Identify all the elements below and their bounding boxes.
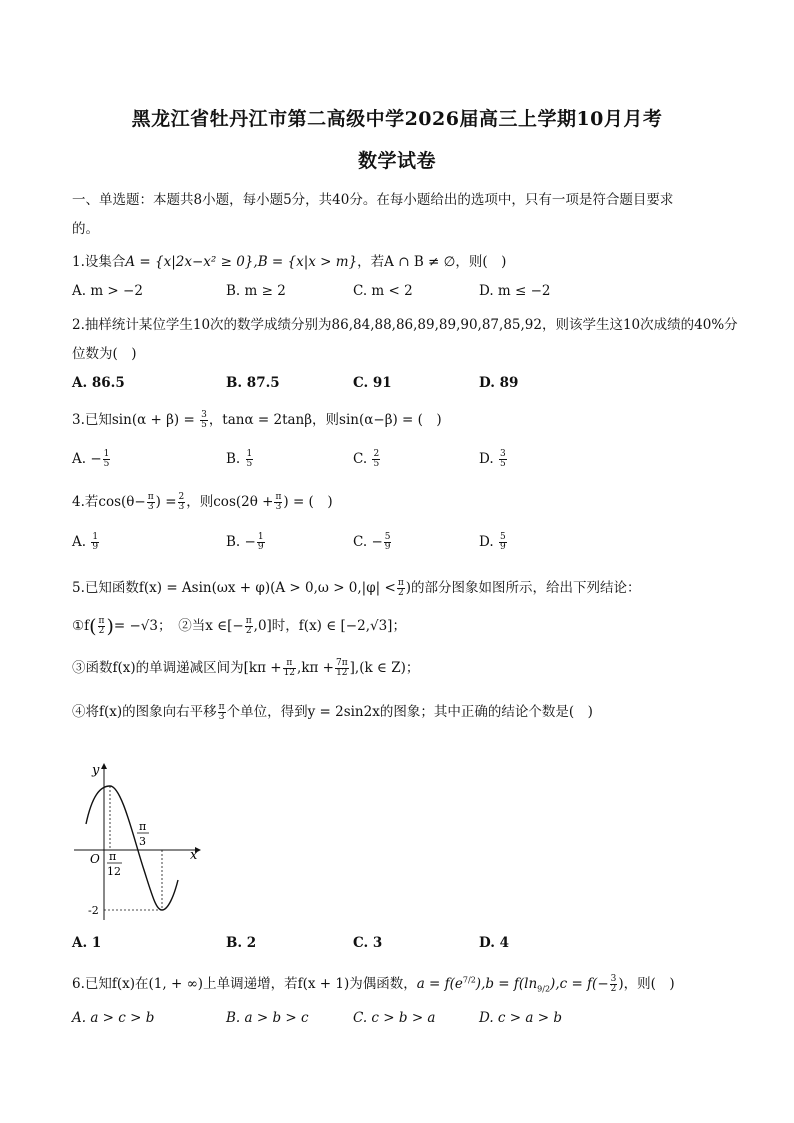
exam-title: 黑龙江省牡丹江市第二高级中学2026届高三上学期10月月考 xyxy=(131,108,663,130)
q1-set-b: B = {x|x > m} xyxy=(257,254,358,270)
q5-option-b[interactable]: B. 2 xyxy=(226,935,257,951)
q4-option-d[interactable]: D. $\frac{5}{9}$ xyxy=(479,532,506,552)
tick-pi12-den: 12 xyxy=(107,865,121,878)
section-instruction-line2: 的。 xyxy=(72,221,99,237)
question-4: 4.若cos(θ− $\frac{\pi}{3}$ ) = $\frac{2}{3}$ ，则cos(2θ + $\frac{\pi}{3}$ ) = ( ) xyxy=(72,492,333,512)
q3-fraction: $\frac{3}{5}$ xyxy=(201,410,207,430)
q6-option-d[interactable]: D. c > a > b xyxy=(479,1010,562,1026)
q3-prefix: 3.已知sin(α + β) = xyxy=(72,412,195,428)
tick-pi12-num: π xyxy=(109,850,117,863)
y-axis-label: y xyxy=(92,763,100,778)
q3-option-d[interactable]: D. $\frac{3}{5}$ xyxy=(479,449,506,469)
question-6: 6.已知f(x)在(1, + ∞)上单调递增，若f(x + 1)为偶函数，$a = f(e^{7/2}),b = f(\ln_{9/2}),c = f(-$ $\frac{3}{2}$ )，则( ) xyxy=(72,974,675,994)
q4-two-thirds-fraction: $\frac{2}{3}$ xyxy=(178,492,185,512)
q1-option-a[interactable]: A. m > −2 xyxy=(72,283,143,299)
q6-option-c[interactable]: C. c > b > a xyxy=(353,1010,436,1026)
question-5-line1: 5.已知函数f(x) = Asin(ωx + φ)(A > 0,ω > 0,|φ| < $\frac{\pi}{2}$ )的部分图象如图所示，给出下列结论： xyxy=(72,578,641,598)
x-axis-label: x xyxy=(190,848,198,863)
q3-option-c[interactable]: C. $\frac{2}{5}$ xyxy=(353,449,380,469)
q5-option-a[interactable]: A. 1 xyxy=(72,935,102,951)
q4-option-a[interactable]: A. $\frac{1}{9}$ xyxy=(72,532,99,552)
tick-pi3-den: 3 xyxy=(139,835,146,848)
min-label: -2 xyxy=(88,904,99,917)
q4-option-b[interactable]: B. − $\frac{1}{9}$ xyxy=(226,532,264,552)
question-1 xyxy=(72,250,506,270)
q6-option-b[interactable]: B. a > b > c xyxy=(226,1010,309,1026)
question-5-statement-3: ③函数f(x)的单调递减区间为[kπ + $\frac{\pi}{12}$ ,kπ + $\frac{7\pi}{12}$ ],(k ∈ Z)； xyxy=(72,658,420,678)
exam-subtitle: 数学试卷 xyxy=(357,150,436,172)
q5-option-d[interactable]: D. 4 xyxy=(479,935,510,951)
sine-graph xyxy=(70,760,210,930)
q2-option-c[interactable]: C. 91 xyxy=(353,375,392,391)
q1-condition: ，若A ∩ B ≠ ∅，则( ) xyxy=(357,254,507,270)
q2-option-d[interactable]: D. 89 xyxy=(479,375,519,391)
origin-label: O xyxy=(90,852,100,866)
question-5-statement-1-2: ①f( $\frac{\pi}{2}$ )= −√3； ②当x ∈[− $\frac{\pi}{2}$ ,0]时，f(x) ∈ [−2,√3]； xyxy=(72,615,406,638)
sine-curve xyxy=(86,786,178,910)
section-instruction-line1: 一、单选题：本题共8小题，每小题5分，共40分。在每小题给出的选项中，只有一项是符合题目要求 xyxy=(72,192,674,208)
question-5-statement-4: ④将f(x)的图象向右平移 $\frac{\pi}{3}$ 个单位，得到y = 2sin2x的图象；其中正确的结论个数是( ) xyxy=(72,702,593,722)
question-2-line1: 2.抽样统计某位学生10次的数学成绩分别为86,84,88,86,89,89,90,87,85,92，则该学生这10次成绩的40%分 xyxy=(72,317,738,333)
q6-option-a[interactable]: A. a > c > b xyxy=(72,1010,155,1026)
q5-option-c[interactable]: C. 3 xyxy=(353,935,383,951)
q1-set-a: A = {x|2x−x² ≥ 0}, xyxy=(125,254,258,270)
q1-option-d[interactable]: D. m ≤ −2 xyxy=(479,283,551,299)
q4-option-c[interactable]: C. − $\frac{5}{9}$ xyxy=(353,532,391,552)
q2-option-a[interactable]: A. 86.5 xyxy=(72,375,125,391)
q1-option-b[interactable]: B. m ≥ 2 xyxy=(226,283,286,299)
q3-option-b[interactable]: B. $\frac{1}{5}$ xyxy=(226,449,253,469)
question-3 xyxy=(72,408,442,430)
q3-option-a[interactable]: A. − $\frac{1}{5}$ xyxy=(72,449,110,469)
tick-pi3-num: π xyxy=(139,820,147,833)
q1-option-c[interactable]: C. m < 2 xyxy=(353,283,413,299)
q2-option-b[interactable]: B. 87.5 xyxy=(226,375,280,391)
q4-pi3-fraction: $\frac{\pi}{3}$ xyxy=(147,492,154,512)
q3-middle: ，tanα = 2tanβ，则sin(α−β) = ( ) xyxy=(208,412,442,428)
q1-prefix: 1.设集合 xyxy=(72,254,126,270)
question-2-line2: 位数为( ) xyxy=(72,346,137,362)
